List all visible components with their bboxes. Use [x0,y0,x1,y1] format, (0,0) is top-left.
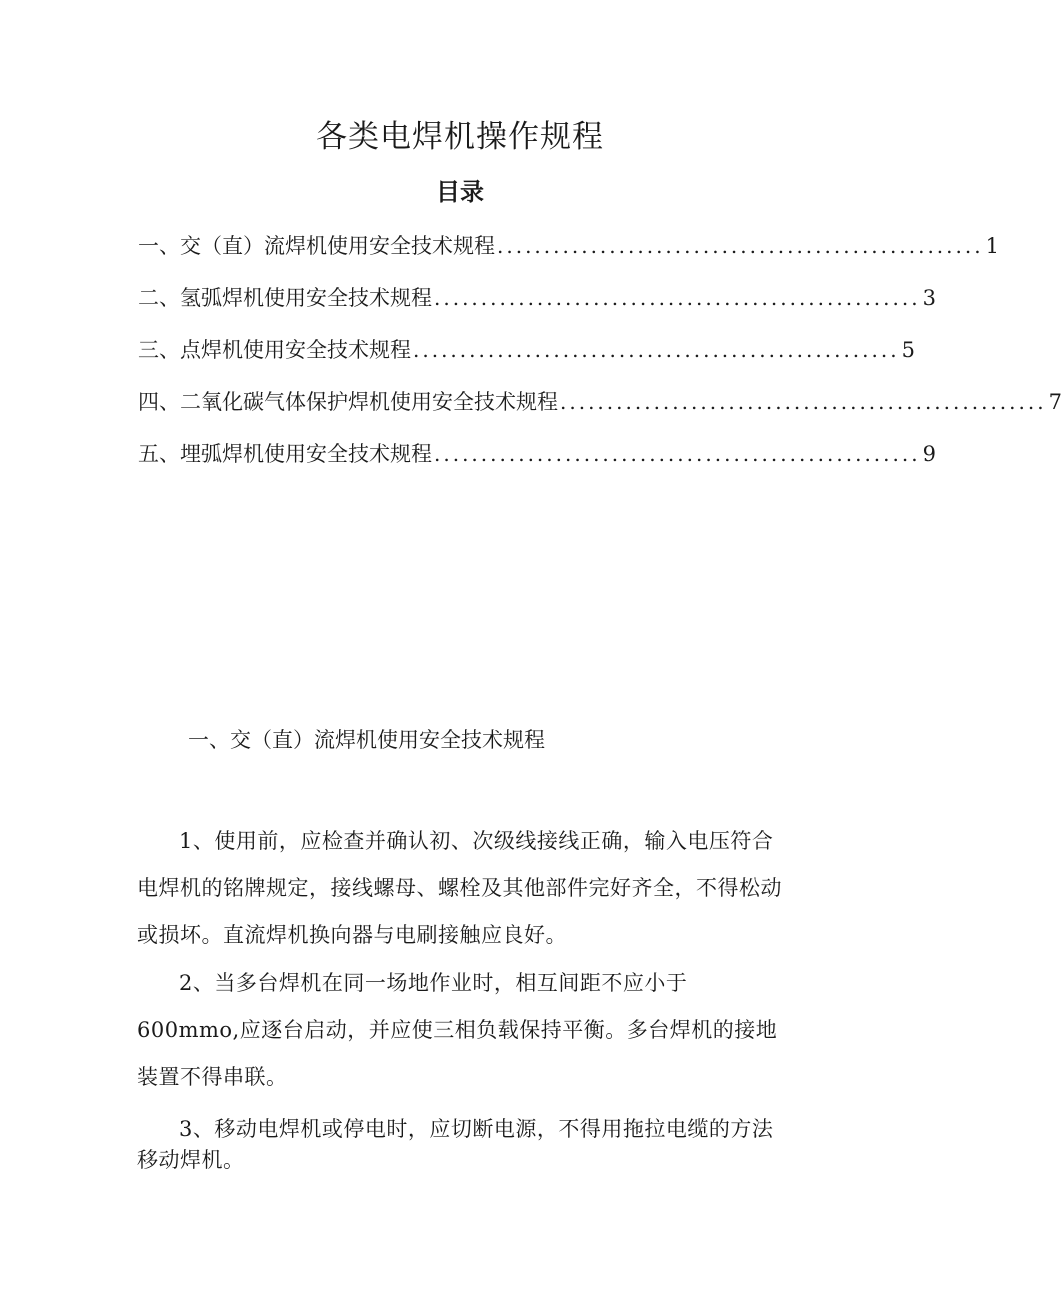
toc-page-number: 1 [985,234,999,258]
toc-entry[interactable] [138,276,936,328]
toc-page-number: 3 [922,286,936,310]
body-paragraph: 1、使用前，应检查并确认初、次级线接线正确，输入电压符合电焊机的铭牌规定，接线螺母、螺栓及其他部件完好齐全，不得松动或损坏。直流焊机换向器与电刷接触应良好。 [137,829,782,947]
document-title: 各类电焊机操作规程 [316,119,604,155]
toc-entry[interactable] [138,224,999,276]
toc-dot-leader: .................................................... [497,234,984,258]
toc-entry-label: 二、氢弧焊机使用安全技术规程 [138,286,432,310]
toc-dot-leader: .................................................... [434,442,921,466]
toc-entry-label: 五、埋弧焊机使用安全技术规程 [138,442,432,466]
section-heading: 一、交（直）流焊机使用安全技术规程 [188,728,545,752]
toc-heading: 目录 [436,178,484,206]
toc-dot-leader: .................................................... [434,286,921,310]
toc-dot-leader: .................................................... [413,338,900,362]
body-paragraph: 3、移动电焊机或停电时，应切断电源，不得用拖拉电缆的方法移动焊机。 [137,1117,774,1172]
toc-entry[interactable] [138,432,936,484]
toc-entry[interactable] [138,328,915,380]
toc-page-number: 7 [1048,390,1062,414]
toc-entry-label: 一、交（直）流焊机使用安全技术规程 [138,234,495,258]
body-paragraph: 2、当多台焊机在同一场地作业时，相互间距不应小于600mmo,应逐台启动，并应使三相负载保持平衡。多台焊机的接地装置不得串联。 [137,971,778,1089]
toc-entry[interactable] [138,380,1062,432]
toc-entry-label: 四、二氧化碳气体保护焊机使用安全技术规程 [138,390,558,414]
table-of-contents [138,224,1062,484]
toc-dot-leader: .................................................... [560,390,1047,414]
toc-page-number: 5 [901,338,915,362]
toc-entry-label: 三、点焊机使用安全技术规程 [138,338,411,362]
toc-page-number: 9 [922,442,936,466]
